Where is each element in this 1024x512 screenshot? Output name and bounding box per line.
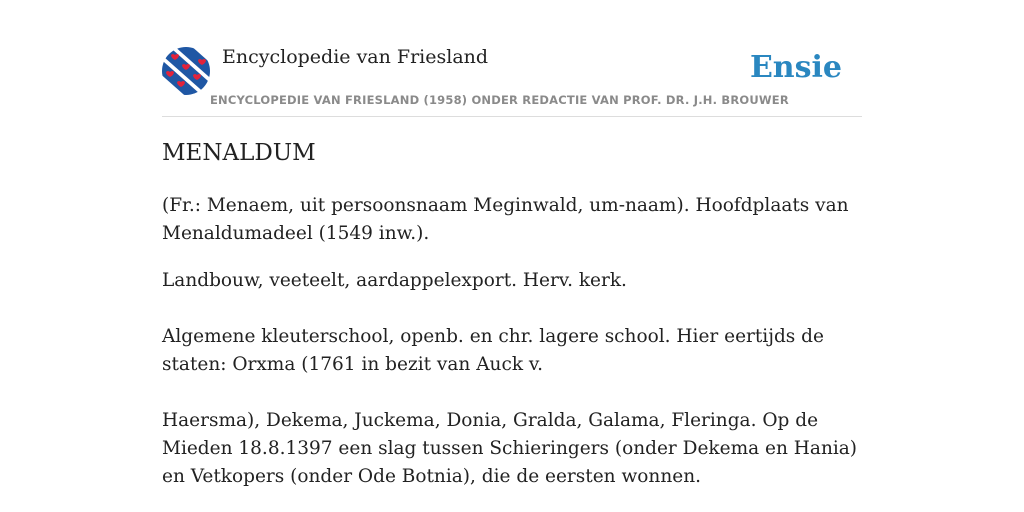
site-header: [162, 44, 862, 117]
brand-logo[interactable]: Ensie: [749, 50, 842, 85]
site-name[interactable]: Encyclopedie van Friesland: [222, 46, 489, 68]
article-paragraph: Algemene kleuterschool, openb. en chr. lagere school. Hier eertijds de staten: Orxma (1761 in bezit van Auck v.: [162, 326, 824, 375]
article-paragraph: Haersma), Dekema, Juckema, Donia, Gralda, Galama, Fleringa. Op de Mieden 18.8.1397 een slag tussen Schieringers (onder Dekema en Hania) en Vetkopers (onder Ode Botnia), die de eersten wonnen.: [162, 410, 858, 487]
frisian-flag-icon[interactable]: [162, 47, 210, 95]
page: [162, 0, 862, 512]
page-title: MENALDUM: [162, 140, 316, 166]
article-paragraph: Landbouw, veeteelt, aardappelexport. Herv. kerk.: [162, 270, 627, 291]
site-subtitle: ENCYCLOPEDIE VAN FRIESLAND (1958) ONDER REDACTIE VAN PROF. DR. J.H. BROUWER: [210, 93, 789, 107]
article-paragraph: (Fr.: Menaem, uit persoonsnaam Meginwald, um-naam). Hoofdplaats van Menaldumadeel (1549 inw.).: [162, 195, 849, 244]
